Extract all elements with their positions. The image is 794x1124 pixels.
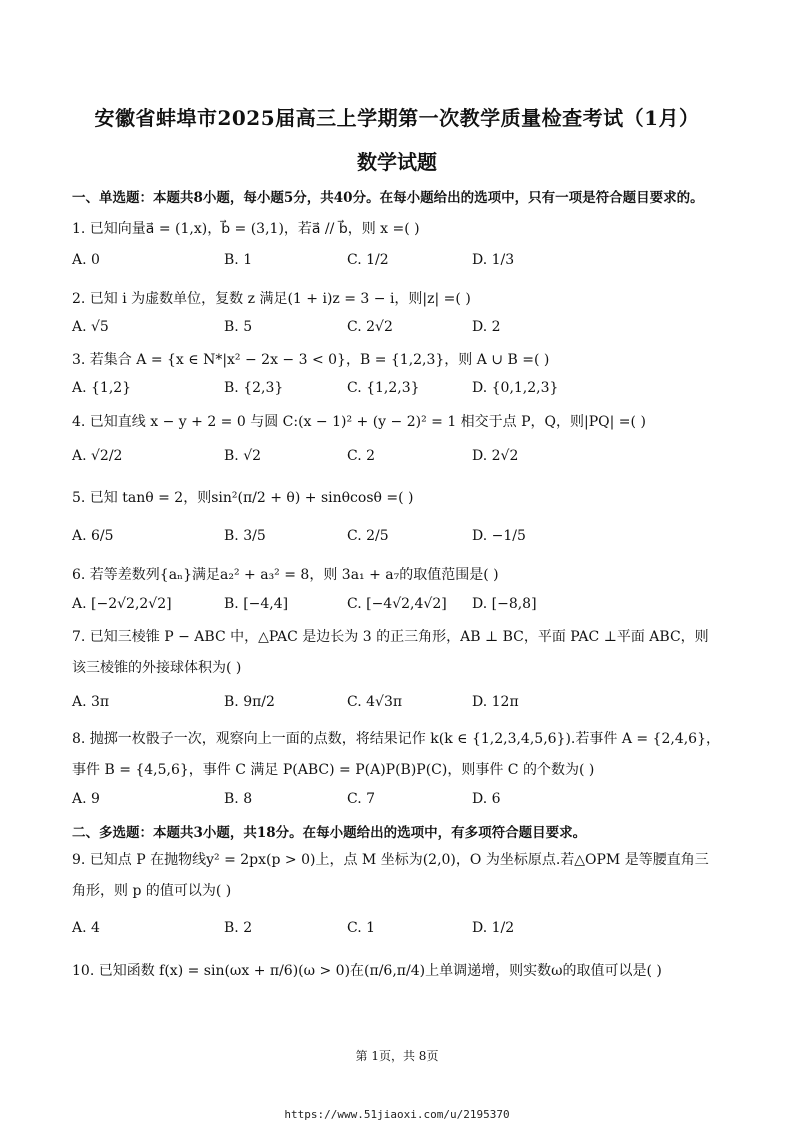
question-8: 8. 抛掷一枚骰子一次，观察向上一面的点数，将结果记作 k(k ∈ {1,2,3,4,5,6}).若事件 A = {2,4,6}，事件 B = {4,5,6}，事件 C 满足 P(ABC) = P(A)P(B)P(C)，则事件 C 的个数为( ) (72, 731, 720, 778)
option-d: D. −1/5 (472, 528, 526, 544)
option-d: D. 12π (472, 694, 519, 710)
question-9-options (72, 920, 722, 942)
page-footer: 第 1页，共 8页 (355, 1049, 439, 1063)
option-c: C. 7 (347, 791, 376, 807)
option-b: B. 1 (224, 252, 253, 268)
option-c: C. 2 (347, 448, 376, 464)
option-d: D. 1/3 (472, 252, 515, 268)
option-a: A. √2/2 (72, 448, 123, 464)
question-2: 2. 已知 i 为虚数单位，复数 z 满足(1 + i)z = 3 − i，则|z| =( ) (72, 291, 471, 307)
option-a: A. [−2√2,2√2] (72, 596, 172, 612)
option-d: D. {0,1,2,3} (472, 380, 559, 396)
question-9: 9. 已知点 P 在抛物线y² = 2px(p > 0)上，点 M 坐标为(2,0)，O 为坐标原点.若△OPM 是等腰直角三角形，则 p 的值可以为( ) (72, 852, 709, 899)
option-c: C. 1/2 (347, 252, 389, 268)
option-a: A. {1,2} (72, 380, 132, 396)
section-heading-single-choice: 一、单选题：本题共8小题，每小题5分，共40分。在每小题给出的选项中，只有一项是符合题目要求的。 (72, 190, 704, 206)
watermark-url: https://www.51jiaoxi.com/u/2195370 (284, 1108, 510, 1121)
option-a: A. √5 (72, 319, 109, 335)
section-heading-multiple-choice: 二、多选题：本题共3小题，共18分。在每小题给出的选项中，有多项符合题目要求。 (72, 825, 587, 841)
option-b: B. 9π/2 (224, 694, 275, 710)
question-2-options (72, 319, 722, 341)
option-c: C. 1 (347, 920, 376, 936)
option-b: B. {2,3} (224, 380, 284, 396)
question-6-options (72, 596, 722, 618)
question-1: 1. 已知向量a⃗ = (1,x)，b⃗ = (3,1)，若a⃗ // b⃗，则 x =( ) (72, 221, 420, 237)
question-8-options (72, 791, 722, 813)
option-c: C. {1,2,3} (347, 380, 420, 396)
option-b: B. 8 (224, 791, 253, 807)
option-d: D. 2 (472, 319, 501, 335)
page-title: 安徽省蚌埠市2025届高三上学期第一次教学质量检查考试（1月） (94, 106, 700, 130)
option-b: B. [−4,4] (224, 596, 289, 612)
option-a: A. 9 (72, 791, 100, 807)
question-10: 10. 已知函数 f(x) = sin(ωx + π/6)(ω > 0)在(π/6,π/4)上单调递增，则实数ω的取值可以是( ) (72, 963, 662, 979)
option-a: A. 3π (72, 694, 110, 710)
question-3-options (72, 380, 722, 402)
option-d: D. 2√2 (472, 448, 519, 464)
question-5-options (72, 528, 722, 550)
option-b: B. 3/5 (224, 528, 266, 544)
option-a: A. 0 (72, 252, 100, 268)
question-1-options (72, 252, 722, 274)
option-a: A. 4 (72, 920, 100, 936)
option-c: C. [−4√2,4√2] (347, 596, 447, 612)
option-c: C. 4√3π (347, 694, 403, 710)
question-3: 3. 若集合 A = {x ∈ N*|x² − 2x − 3 < 0}，B = {1,2,3}，则 A ∪ B =( ) (72, 352, 550, 368)
option-a: A. 6/5 (72, 528, 114, 544)
option-d: D. 1/2 (472, 920, 515, 936)
option-b: B. 2 (224, 920, 253, 936)
page-subtitle: 数学试题 (357, 150, 437, 174)
question-4-options (72, 448, 722, 470)
question-7-options (72, 694, 722, 716)
question-6: 6. 若等差数列{aₙ}满足a₂² + a₃² = 8，则 3a₁ + a₇的取值范围是( ) (72, 567, 499, 583)
option-b: B. 5 (224, 319, 253, 335)
option-b: B. √2 (224, 448, 262, 464)
option-d: D. 6 (472, 791, 501, 807)
question-7: 7. 已知三棱锥 P − ABC 中，△PAC 是边长为 3 的正三角形，AB ⊥ BC，平面 PAC ⊥平面 ABC，则该三棱锥的外接球体积为( ) (72, 629, 709, 676)
question-5: 5. 已知 tanθ = 2，则sin²(π/2 + θ) + sinθcosθ =( ) (72, 490, 414, 506)
option-c: C. 2/5 (347, 528, 389, 544)
option-d: D. [−8,8] (472, 596, 537, 612)
option-c: C. 2√2 (347, 319, 393, 335)
question-4: 4. 已知直线 x − y + 2 = 0 与圆 C:(x − 1)² + (y − 2)² = 1 相交于点 P，Q，则|PQ| =( ) (72, 414, 646, 430)
